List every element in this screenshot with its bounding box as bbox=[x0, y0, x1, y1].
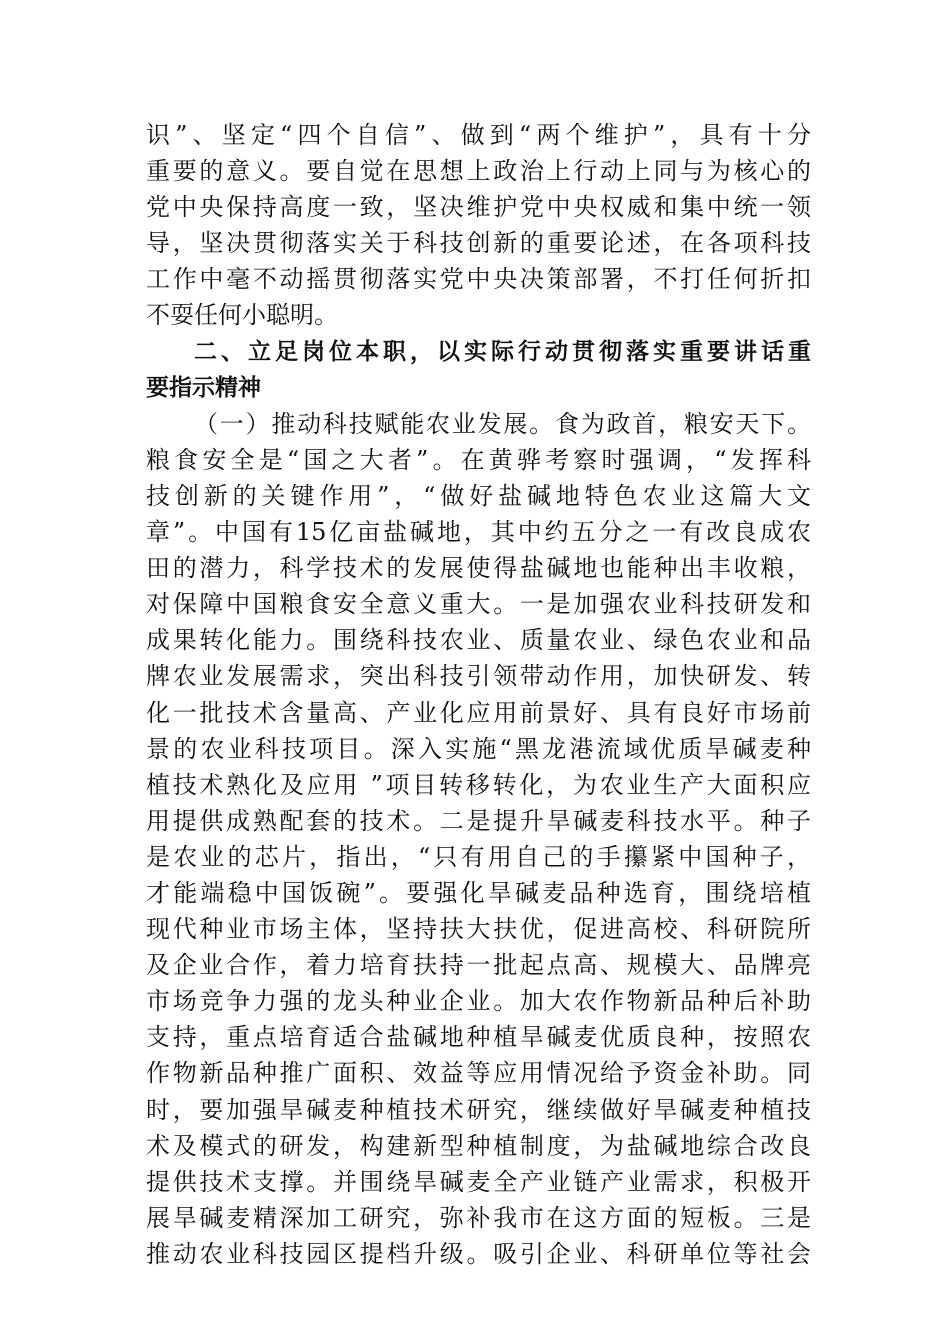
text-line: 支持，重点培育适合盐碱地种植旱碱麦优质良种，按照农 bbox=[146, 1023, 811, 1052]
text-line: 作物新品种推广面积、效益等应用情况给予资金补助。同 bbox=[146, 1059, 811, 1088]
text-line: 展旱碱麦精深加工研究，弥补我市在这方面的短板。三是 bbox=[146, 1203, 811, 1232]
body-text bbox=[146, 117, 811, 1272]
text-line: 成果转化能力。围绕科技农业、质量农业、绿色农业和品 bbox=[146, 626, 811, 655]
text-line: 对保障中国粮食安全意义重大。一是加强农业科技研发和 bbox=[146, 590, 811, 619]
text-line: 党中央保持高度一致，坚决维护党中央权威和集中统一领 bbox=[146, 193, 811, 222]
text-line: 用提供成熟配套的技术。二是提升旱碱麦科技水平。种子 bbox=[146, 806, 811, 835]
text-line: 及企业合作，着力培育扶持一批起点高、规模大、品牌亮 bbox=[146, 951, 811, 980]
text-line: 导，坚决贯彻落实关于科技创新的重要论述，在各项科技 bbox=[146, 229, 811, 258]
text-line: 章”。中国有15亿亩盐碱地，其中约五分之一有改良成农 bbox=[146, 518, 811, 547]
text-line: 时，要加强旱碱麦种植技术研究，继续做好旱碱麦种植技 bbox=[146, 1095, 811, 1124]
text-line: 工作中毫不动摇贯彻落实党中央决策部署，不打任何折扣 bbox=[146, 265, 811, 294]
text-line: 化一批技术含量高、产业化应用前景好、具有良好市场前 bbox=[146, 698, 811, 727]
text-line: 提供技术支撑。并围绕旱碱麦全产业链产业需求，积极开 bbox=[146, 1167, 811, 1196]
text-line: 技创新的关键作用”，“做好盐碱地特色农业这篇大文 bbox=[146, 481, 811, 510]
text-line: 现代种业市场主体，坚持扶大扶优，促进高校、科研院所 bbox=[146, 915, 811, 944]
text-line: 重要的意义。要自觉在思想上政治上行动上同与为核心的 bbox=[146, 157, 811, 186]
text-line: 识”、坚定“四个自信”、做到“两个维护”，具有十分 bbox=[146, 121, 811, 149]
text-line: 术及模式的研发，构建新型种植制度，为盐碱地综合改良 bbox=[146, 1131, 811, 1160]
text-line: 粮食安全是“国之大者”。在黄骅考察时强调，“发挥科 bbox=[146, 445, 811, 474]
text-line: 田的潜力，科学技术的发展使得盐碱地也能种出丰收粮， bbox=[146, 554, 811, 583]
text-line: 景的农业科技项目。深入实施“黑龙港流域优质旱碱麦种 bbox=[146, 734, 811, 763]
section-heading: 二、立足岗位本职，以实际行动贯彻落实重要讲话重 bbox=[194, 338, 811, 365]
text-line: 牌农业发展需求，突出科技引领带动作用，加快研发、转 bbox=[146, 662, 811, 691]
text-line: 市场竞争力强的龙头种业企业。加大农作物新品种后补助 bbox=[146, 987, 811, 1016]
text-line: 是农业的芯片，指出，“只有用自己的手攥紧中国种子， bbox=[146, 842, 811, 871]
text-line: 才能端稳中国饭碗”。要强化旱碱麦品种选育，围绕培植 bbox=[146, 878, 811, 907]
subsection-heading: （一）推动科技赋能农业发展。食为政首，粮安天下。 bbox=[194, 409, 811, 438]
text-line: 不耍任何小聪明。 bbox=[146, 301, 338, 330]
section-heading: 要指示精神 bbox=[146, 374, 261, 401]
text-line: 植技术熟化及应用 ”项目转移转化，为农业生产大面积应 bbox=[146, 770, 811, 799]
text-line: 推动农业科技园区提档升级。吸引企业、科研单位等社会 bbox=[146, 1239, 811, 1268]
